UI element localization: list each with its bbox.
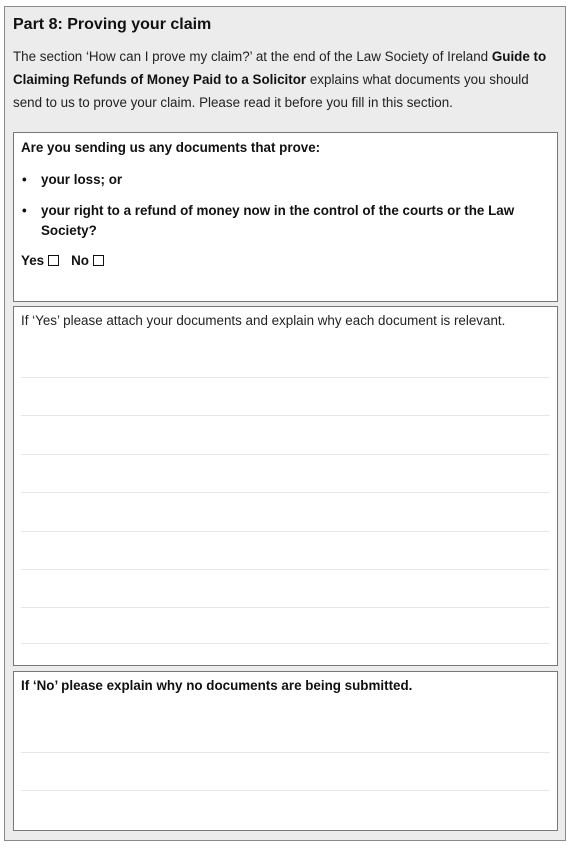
yes-explanation-box (13, 306, 558, 666)
writing-line (21, 415, 550, 416)
no-explanation-box (13, 671, 558, 831)
guide-title: Guide to Claiming Refunds of Money Paid to a Solicitor (13, 49, 547, 87)
no-checkbox[interactable] (93, 255, 104, 266)
yes-explanation-field[interactable] (14, 337, 557, 665)
form-page (4, 6, 566, 841)
bullet-item-loss: • your loss; or (21, 170, 549, 190)
intro-text-before: The section ‘How can I prove my claim?’ at the end of the Law Society of Ireland (13, 49, 492, 64)
writing-line (21, 531, 550, 532)
question-heading: Are you sending us any documents that prove: (21, 140, 321, 155)
writing-line (21, 752, 550, 753)
writing-line (21, 569, 550, 570)
question-bullet-list (21, 170, 549, 252)
writing-line (21, 607, 550, 608)
yes-option[interactable] (21, 253, 59, 268)
yes-instruction: If ‘Yes’ please attach your documents and explain why each document is relevant. (21, 313, 506, 328)
yes-no-options (21, 253, 116, 268)
no-label: No (71, 253, 89, 268)
no-option[interactable] (71, 253, 104, 268)
no-explanation-field[interactable] (14, 702, 557, 830)
yes-label: Yes (21, 253, 45, 268)
intro-paragraph (13, 45, 561, 114)
writing-line (21, 377, 550, 378)
writing-line (21, 492, 550, 493)
no-instruction: If ‘No’ please explain why no documents are being submitted. (21, 678, 413, 693)
intro-text-after: explains what documents you should send to us to prove your claim. Please read it before you fill in this section. (13, 72, 529, 110)
documents-question-box (13, 132, 558, 302)
writing-line (21, 790, 550, 791)
part-title: Part 8: Proving your claim (13, 16, 212, 33)
bullet-item-refund-right: • your right to a refund of money now in the control of the courts or the Law Society? (21, 201, 549, 241)
yes-checkbox[interactable] (48, 255, 59, 266)
writing-line (21, 454, 550, 455)
writing-line (21, 643, 550, 644)
